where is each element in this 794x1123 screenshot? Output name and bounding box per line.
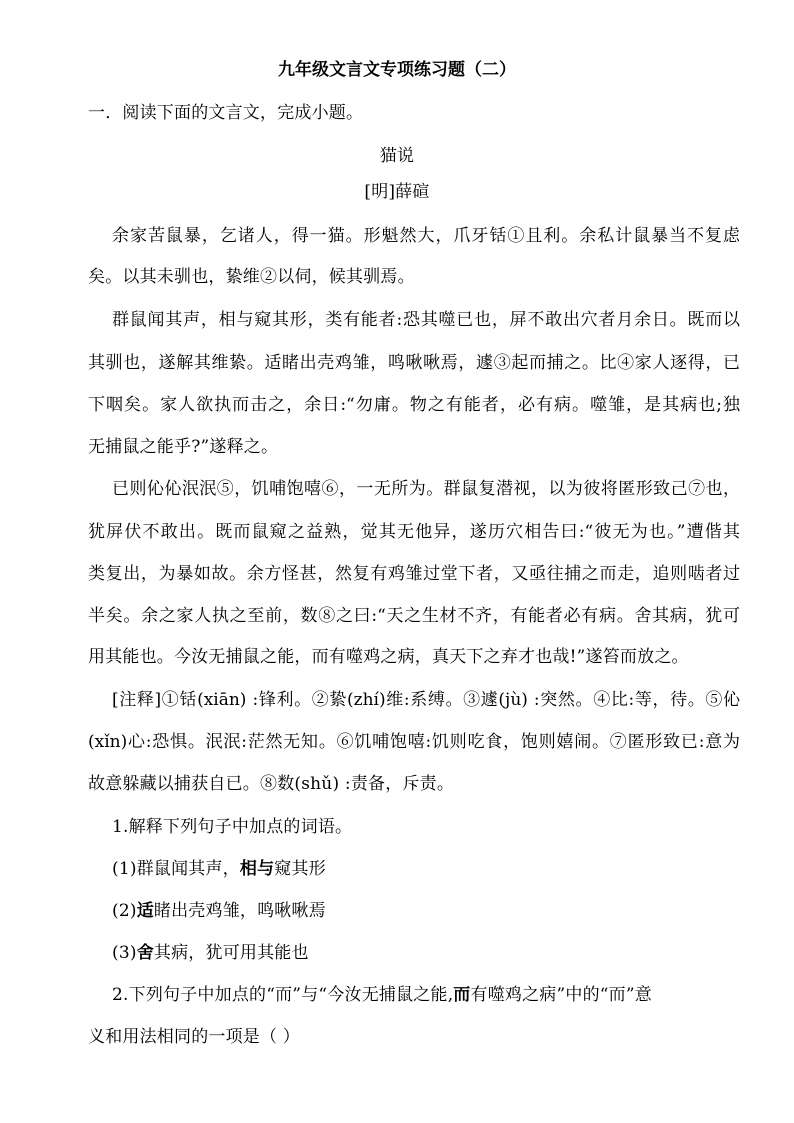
author-line: [明]薛碹 xyxy=(364,182,430,202)
page-title: 九年级文言文专项练习题（二） xyxy=(278,60,516,80)
note-line: [注释]①铦(xiān) :锋利。②絷(zhí)维:系缚。③遽(jù) :突然。④比:等，待。⑤伈 xyxy=(112,690,740,710)
text-line: 其驯也，遂解其维絷。适睹出壳鸡雏，鸣啾啾焉，遽③起而捕之。比④家人逐得，已 xyxy=(88,353,740,373)
question-text: 2.下列句子中加点的“而”与“今汝无捕鼠之能, xyxy=(112,985,454,1005)
text-line: 余家苦鼠暴，乞诸人，得一猫。形魁然大，爪牙铦①且利。余私计鼠暴当不复虑 xyxy=(112,226,740,246)
section-heading: 一．阅读下面的文言文，完成小题。 xyxy=(88,103,364,123)
text-line: 半矣。余之家人执之至前，数⑧之曰:“天之生材不齐，有能者必有病。舍其病，犹可 xyxy=(88,606,740,626)
question-2-line-2: 义和用法相同的一项是（ ） xyxy=(88,1027,301,1047)
text-line: 无捕鼠之能乎?”遂释之。 xyxy=(88,437,279,457)
item-text: (3) xyxy=(112,943,137,963)
item-text: 睹出壳鸡雏，鸣啾啾焉 xyxy=(153,901,326,921)
note-line: (xǐn)心:恐惧。泯泯:茫然无知。⑥饥哺饱嘻:饥则吃食，饱则嬉闹。⑦匿形致已:意为 xyxy=(88,732,740,752)
note-line: 故意躲藏以捕获自已。⑧数(shǔ) :责备，斥责。 xyxy=(88,774,455,794)
item-text: 窥其形 xyxy=(274,859,326,879)
dotted-word: 而 xyxy=(453,985,471,1005)
text-line: 下咽矣。家人欲执而击之，余日:“勿庸。物之有能者，必有病。噬雏，是其病也;独 xyxy=(88,395,740,415)
dotted-word: 相与 xyxy=(239,859,275,879)
item-text: (1)群鼠闻其声， xyxy=(112,859,240,879)
poem-title: 猫说 xyxy=(379,146,415,166)
question-1-item-2 xyxy=(112,900,326,922)
text-line: 群鼠闻其声，相与窥其形，类有能者:恐其噬已也，屏不敢出穴者月余日。既而以 xyxy=(112,310,740,330)
question-2-line-1 xyxy=(112,984,652,1006)
text-line: 已则伈伈泯泯⑤，饥哺饱嘻⑥，一无所为。群鼠复潜视，以为彼将匿形致己⑦也， xyxy=(112,479,740,499)
dotted-word: 舍 xyxy=(136,943,154,963)
item-text: 其病，犹可用其能也 xyxy=(153,943,309,963)
dotted-word: 适 xyxy=(136,901,154,921)
question-text: 有噬鸡之病”中的“而”意 xyxy=(470,985,652,1005)
item-text: (2) xyxy=(112,901,137,921)
text-line: 类复出，为暴如故。余方怪甚，然复有鸡雏过堂下者，又亟往捕之而走，追则啮者过 xyxy=(88,564,740,584)
text-line: 犹屏伏不敢出。既而鼠窥之益熟，觉其无他异，遂历穴相告曰:“彼无为也。”遭偕其 xyxy=(88,522,740,542)
question-1-item-1 xyxy=(112,858,326,880)
text-line: 矣。以其未驯也，絷维②以伺，候其驯焉。 xyxy=(88,267,415,287)
question-1-stem: 1.解释下列句子中加点的词语。 xyxy=(112,817,353,837)
text-line: 用其能也。今汝无捕鼠之能，而有噬鸡之病，真天下之弃才也哉!”遂笞而放之。 xyxy=(88,647,689,667)
question-1-item-3 xyxy=(112,942,309,964)
